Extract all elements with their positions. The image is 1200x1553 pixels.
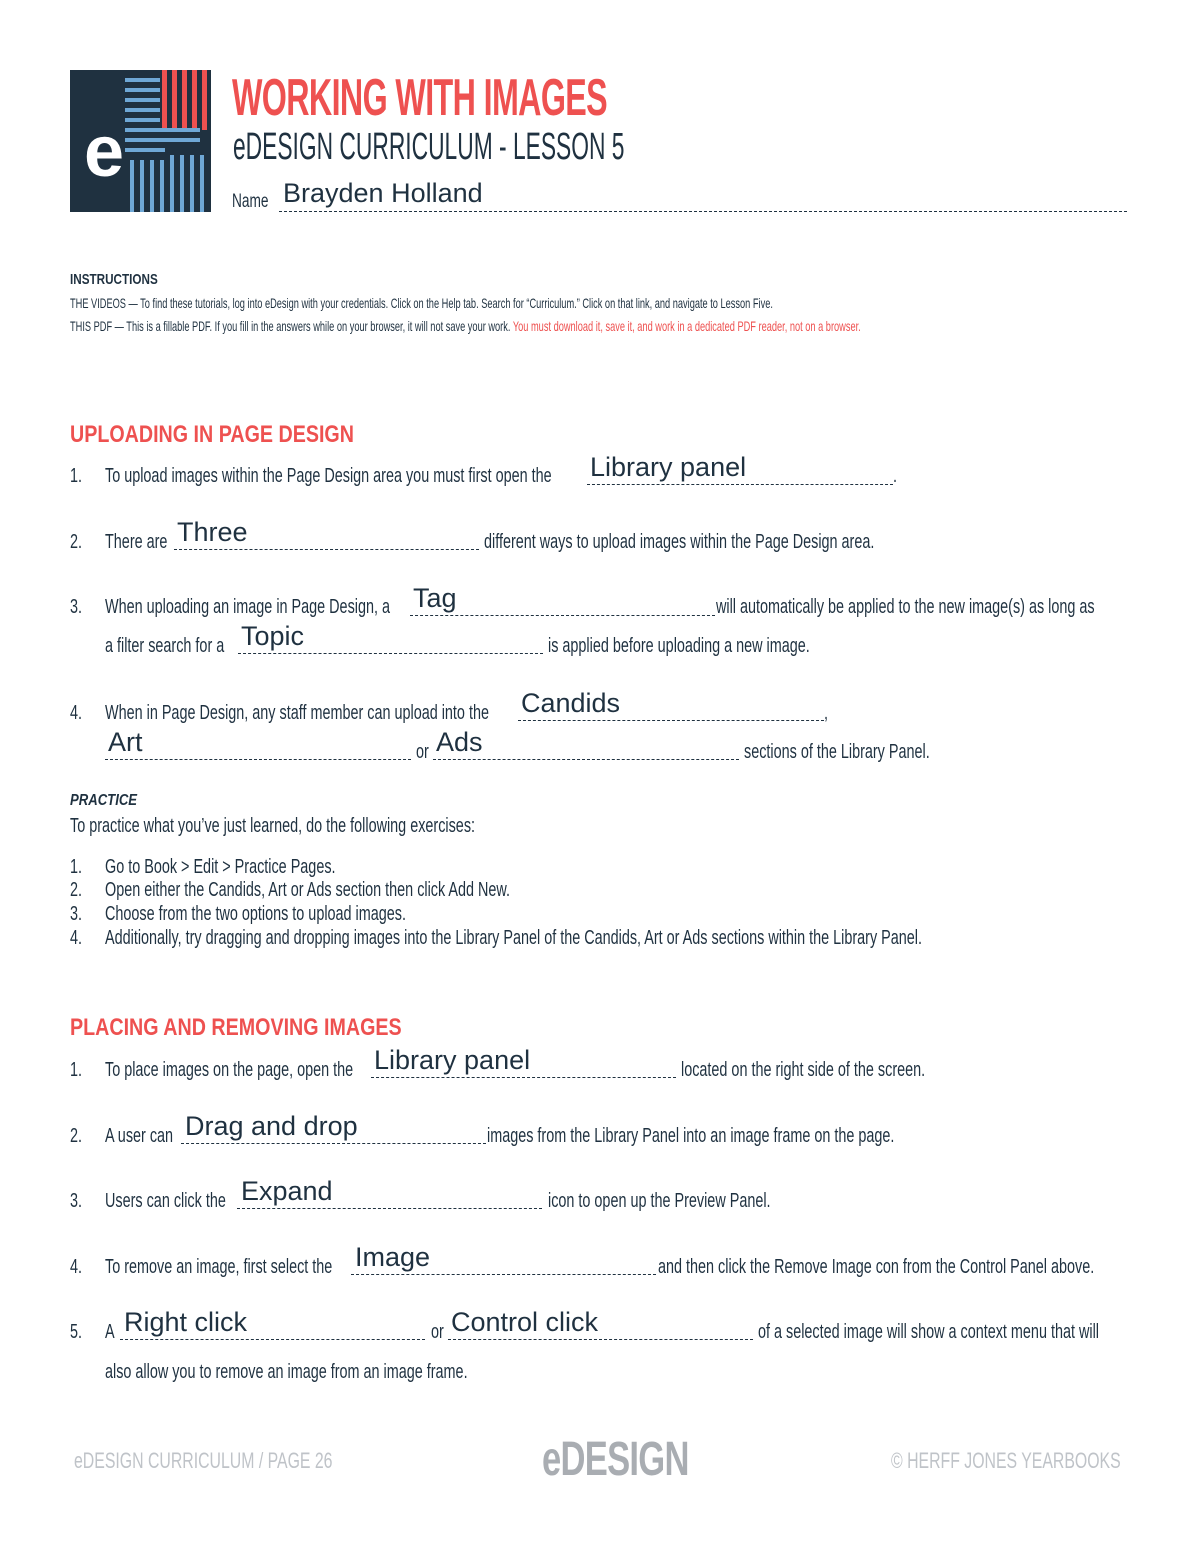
s2-q4-number: 4. [70, 1256, 83, 1278]
s1-q4-answer-1: Candids [521, 688, 621, 718]
instructions-videos: THE VIDEOS — To find these tutorials, log into eDesign with your credentials. Click on the Help tab. Search for “Curriculum.” Click on that link, and navigate to Lesson Five. [70, 295, 773, 311]
s2-q5-answer-1: Right click [124, 1307, 248, 1337]
s1-q1-answer: Library panel [590, 452, 747, 482]
s1-q4-text: When in Page Design, any staff member can upload into the [105, 702, 489, 724]
s2-q5-text: A [105, 1321, 115, 1343]
s2-q2-text-after: images from the Library Panel into an image frame on the page. [487, 1125, 895, 1147]
s2-q1-number: 1. [70, 1059, 83, 1081]
s2-q4-answer: Image [355, 1242, 431, 1272]
practice-item-number: 4. [70, 927, 83, 949]
name-label: Name [232, 191, 269, 212]
section-placing-title: PLACING AND REMOVING IMAGES [70, 1014, 402, 1041]
practice-item: Open either the Candids, Art or Ads section then click Add New. [105, 879, 511, 901]
s1-q3-number: 3. [70, 596, 83, 618]
s1-q3-text: When uploading an image in Page Design, a [105, 596, 390, 618]
s2-q4-text: To remove an image, first select the [105, 1256, 333, 1278]
practice-heading: PRACTICE [70, 792, 138, 809]
footer-page-label: eDESIGN CURRICULUM / PAGE 26 [74, 1448, 333, 1473]
instructions-heading: INSTRUCTIONS [70, 271, 158, 288]
footer-copyright: © HERFF JONES YEARBOOKS [891, 1448, 1121, 1473]
s2-q3-text-after: icon to open up the Preview Panel. [548, 1190, 771, 1212]
s1-q3-text-line2: a filter search for a [105, 635, 225, 657]
s2-q5-number: 5. [70, 1321, 83, 1343]
s1-q4-answer-3: Ads [436, 727, 483, 757]
s2-q2-text: A user can [105, 1125, 174, 1147]
practice-intro: To practice what you’ve just learned, do the following exercises: [70, 815, 476, 837]
s1-q2-text-after: different ways to upload images within the Page Design area. [484, 531, 875, 553]
s2-q1-text: To place images on the page, open the [105, 1059, 354, 1081]
section-uploading-title: UPLOADING IN PAGE DESIGN [70, 421, 354, 448]
s2-q5-or: or [431, 1321, 444, 1343]
s2-q5-text-line2: also allow you to remove an image from an image frame. [105, 1361, 468, 1383]
s1-q3-answer-1: Tag [413, 583, 457, 613]
s2-q5-answer-2: Control click [451, 1307, 599, 1337]
instructions-pdf-text: THIS PDF — This is a fillable PDF. If you fill in the answers while on your browser, it will not save your work. [70, 318, 511, 334]
edesign-logo [70, 70, 211, 212]
footer-edesign-logo: eDESIGN [542, 1433, 689, 1486]
s1-q2-number: 2. [70, 531, 83, 553]
s1-q4-answer-2: Art [108, 727, 143, 757]
s1-q4-comma: , [824, 702, 829, 724]
s1-q4-number: 4. [70, 702, 83, 724]
s1-q4-or: or [416, 741, 429, 763]
s2-q3-text: Users can click the [105, 1190, 226, 1212]
instructions-pdf-warning: You must download it, save it, and work in a dedicated PDF reader, not on a browser. [512, 318, 861, 334]
practice-item: Go to Book > Edit > Practice Pages. [105, 856, 336, 878]
s1-q2-text: There are [105, 531, 168, 553]
s2-q2-answer: Drag and drop [185, 1111, 358, 1141]
practice-item-number: 1. [70, 856, 83, 878]
instructions-pdf [70, 318, 861, 334]
s1-q2-answer: Three [177, 517, 248, 547]
s2-q3-answer: Expand [241, 1176, 333, 1206]
s2-q3-number: 3. [70, 1190, 83, 1212]
s2-q4-text-after: and then click the Remove Image con from the Control Panel above. [658, 1256, 1095, 1278]
practice-item-number: 3. [70, 903, 83, 925]
name-value: Brayden Holland [283, 178, 483, 208]
s1-q3-text-middle: will automatically be applied to the new image(s) as long as [716, 596, 1095, 618]
s1-q4-field-2[interactable] [105, 727, 411, 760]
s1-q4-text-after: sections of the Library Panel. [744, 741, 930, 763]
s1-q3-text-after: is applied before uploading a new image. [548, 635, 810, 657]
s1-q3-answer-2: Topic [241, 621, 305, 651]
s2-q1-text-after: located on the right side of the screen. [681, 1059, 926, 1081]
s1-q1-text: To upload images within the Page Design area you must first open the [105, 465, 552, 487]
logo-letter: e [84, 112, 125, 192]
page-title: WORKING WITH IMAGES [232, 69, 608, 127]
page-subtitle: eDESIGN CURRICULUM - LESSON 5 [233, 126, 625, 168]
s2-q5-text-after: of a selected image will show a context menu that will [758, 1321, 1099, 1343]
practice-item: Choose from the two options to upload images. [105, 903, 406, 925]
s2-q1-answer: Library panel [374, 1045, 531, 1075]
s2-q2-number: 2. [70, 1125, 83, 1147]
practice-item-number: 2. [70, 879, 83, 901]
practice-item: Additionally, try dragging and dropping images into the Library Panel of the Candids, Art or Ads sections within the Library Panel. [105, 927, 923, 949]
s1-q1-end: . [893, 465, 898, 487]
s1-q1-number: 1. [70, 465, 83, 487]
